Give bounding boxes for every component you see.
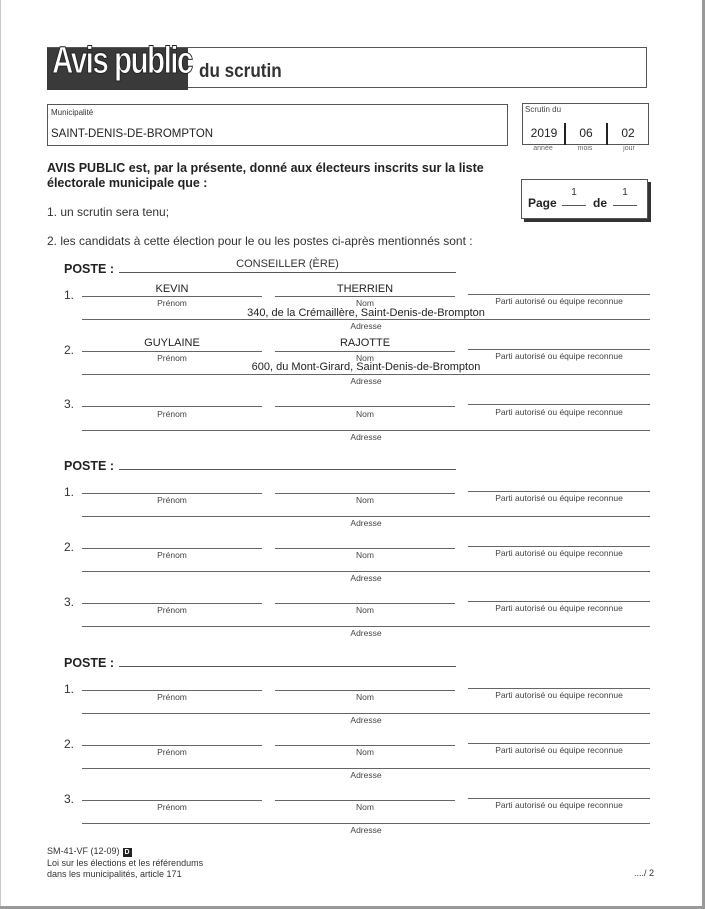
page-total: 1 <box>622 187 628 198</box>
nom-label: Nom <box>356 802 374 812</box>
nom-label: Nom <box>356 298 374 308</box>
candidate-prenom-value: GUYLAINE <box>144 337 200 349</box>
candidate-number: 1. <box>64 682 75 696</box>
election-month: 06 <box>579 126 593 140</box>
poste-label: POSTE : <box>64 262 115 276</box>
prenom-field[interactable] <box>82 690 262 691</box>
candidate-nom-value: THERRIEN <box>336 283 394 295</box>
election-day: 02 <box>621 126 635 140</box>
prenom-label: Prénom <box>157 353 187 363</box>
parti-field[interactable] <box>468 688 650 689</box>
day-label: jour <box>623 145 635 152</box>
nom-field[interactable] <box>275 296 455 297</box>
candidate-number: 3. <box>64 595 75 609</box>
parti-label: Parti autorisé ou équipe reconnue <box>495 603 623 613</box>
month-label: mois <box>577 145 593 152</box>
parti-field[interactable] <box>468 798 650 799</box>
page-total-line <box>613 205 637 206</box>
municipality-label: Municipalité <box>51 108 94 117</box>
adresse-field[interactable] <box>82 430 650 431</box>
poste-value: CONSEILLER (ÈRE) <box>236 258 339 270</box>
nom-label: Nom <box>356 692 374 702</box>
divider <box>564 123 566 145</box>
nom-label: Nom <box>356 409 374 419</box>
adresse-field[interactable] <box>82 713 650 714</box>
adresse-field[interactable] <box>82 768 650 769</box>
page-current-line <box>562 205 586 206</box>
candidate-adresse-value: 600, du Mont-Girard, Saint-Denis-de-Brompton <box>251 361 481 373</box>
page-edge <box>0 0 1 909</box>
election-year: 2019 <box>530 126 558 140</box>
brand-text: Avis public <box>52 40 192 82</box>
candidate-number: 3. <box>64 397 75 411</box>
parti-label: Parti autorisé ou équipe reconnue <box>495 690 623 700</box>
adresse-label: Adresse <box>350 825 382 835</box>
parti-field[interactable] <box>468 743 650 744</box>
prenom-field[interactable] <box>82 800 262 801</box>
prenom-field[interactable] <box>82 493 262 494</box>
poste-field[interactable] <box>119 666 456 667</box>
adresse-field[interactable] <box>82 823 650 824</box>
adresse-label: Adresse <box>350 518 382 528</box>
poste-label: POSTE : <box>64 656 115 670</box>
law-reference-line1: Loi sur les élections et les référendums <box>47 857 204 868</box>
parti-field[interactable] <box>468 349 650 350</box>
nom-field[interactable] <box>275 351 455 352</box>
nom-field[interactable] <box>275 745 455 746</box>
brand-logo <box>47 40 192 90</box>
election-date-label: Scrutin du <box>525 105 562 114</box>
nom-label: Nom <box>356 747 374 757</box>
parti-label: Parti autorisé ou équipe reconnue <box>495 296 623 306</box>
divider <box>606 123 608 145</box>
adresse-label: Adresse <box>350 628 382 638</box>
adresse-field[interactable] <box>82 516 650 517</box>
candidate-number: 1. <box>64 485 75 499</box>
law-reference-line2: dans les municipalités, article 171 <box>47 869 182 879</box>
of-label: de <box>593 196 608 210</box>
prenom-label: Prénom <box>157 409 187 419</box>
nom-field[interactable] <box>275 548 455 549</box>
notice-item-1: 1. un scrutin sera tenu; <box>47 205 170 219</box>
notice-item-2: 2. les candidats à cette élection pour le ou les postes ci-après mentionnés sont : <box>47 234 473 248</box>
nom-label: Nom <box>356 550 374 560</box>
prenom-label: Prénom <box>157 605 187 615</box>
page-title: du scrutin <box>199 61 282 82</box>
adresse-field[interactable] <box>82 626 650 627</box>
adresse-label: Adresse <box>350 573 382 583</box>
year-label: année <box>533 145 553 152</box>
parti-label: Parti autorisé ou équipe reconnue <box>495 800 623 810</box>
candidate-nom-value: RAJOTTE <box>339 337 391 349</box>
prenom-field[interactable] <box>82 351 262 352</box>
prenom-label: Prénom <box>157 495 187 505</box>
page-current: 1 <box>571 187 577 198</box>
parti-field[interactable] <box>468 404 650 405</box>
municipality-value: SAINT-DENIS-DE-BROMPTON <box>51 128 214 140</box>
adresse-label: Adresse <box>350 770 382 780</box>
candidate-number: 2. <box>64 343 75 357</box>
parti-field[interactable] <box>468 601 650 602</box>
page-counter <box>521 179 648 219</box>
title-box <box>47 40 647 88</box>
adresse-field[interactable] <box>82 319 650 320</box>
parti-field[interactable] <box>468 294 650 295</box>
parti-label: Parti autorisé ou équipe reconnue <box>495 407 623 417</box>
nom-label: Nom <box>356 495 374 505</box>
prenom-label: Prénom <box>157 298 187 308</box>
prenom-label: Prénom <box>157 550 187 560</box>
nom-label: Nom <box>356 605 374 615</box>
candidate-prenom-value: KEVIN <box>155 283 189 295</box>
adresse-field[interactable] <box>82 571 650 572</box>
prenom-label: Prénom <box>157 692 187 702</box>
parti-label: Parti autorisé ou équipe reconnue <box>495 493 623 503</box>
prenom-label: Prénom <box>157 747 187 757</box>
municipality-field[interactable] <box>47 104 508 146</box>
poste-label: POSTE : <box>64 459 115 473</box>
candidate-number: 2. <box>64 540 75 554</box>
prenom-field[interactable] <box>82 548 262 549</box>
parti-field[interactable] <box>468 491 650 492</box>
parti-label: Parti autorisé ou équipe reconnue <box>495 745 623 755</box>
candidate-number: 3. <box>64 792 75 806</box>
nom-field[interactable] <box>275 406 455 407</box>
d-badge-icon: D <box>124 849 130 856</box>
candidate-number: 1. <box>64 288 75 302</box>
page-label: Page <box>528 196 557 210</box>
nom-field[interactable] <box>275 493 455 494</box>
parti-label: Parti autorisé ou équipe reconnue <box>495 351 623 361</box>
parti-label: Parti autorisé ou équipe reconnue <box>495 548 623 558</box>
nom-label: Nom <box>356 353 374 363</box>
prenom-label: Prénom <box>157 802 187 812</box>
poste-field[interactable] <box>119 272 456 273</box>
nom-field[interactable] <box>275 690 455 691</box>
adresse-label: Adresse <box>350 432 382 442</box>
adresse-label: Adresse <box>350 376 382 386</box>
adresse-label: Adresse <box>350 715 382 725</box>
prenom-field[interactable] <box>82 745 262 746</box>
prenom-field[interactable] <box>82 603 262 604</box>
adresse-field[interactable] <box>82 374 650 375</box>
parti-field[interactable] <box>468 546 650 547</box>
candidate-number: 2. <box>64 737 75 751</box>
footer <box>47 846 203 881</box>
prenom-field[interactable] <box>82 296 262 297</box>
nom-field[interactable] <box>275 603 455 604</box>
candidate-adresse-value: 340, de la Crémaillère, Saint-Denis-de-Brompton <box>247 307 485 319</box>
prenom-field[interactable] <box>82 406 262 407</box>
next-page-indicator: ..../ 2 <box>634 868 655 878</box>
adresse-label: Adresse <box>350 321 382 331</box>
notice-intro: AVIS PUBLIC est, par la présente, donné aux électeurs inscrits sur la liste électorale municipale que : <box>47 161 484 190</box>
poste-field[interactable] <box>119 469 456 470</box>
form-code: SM-41-VF (12-09) <box>47 846 120 856</box>
election-date-field[interactable] <box>522 103 649 145</box>
nom-field[interactable] <box>275 800 455 801</box>
